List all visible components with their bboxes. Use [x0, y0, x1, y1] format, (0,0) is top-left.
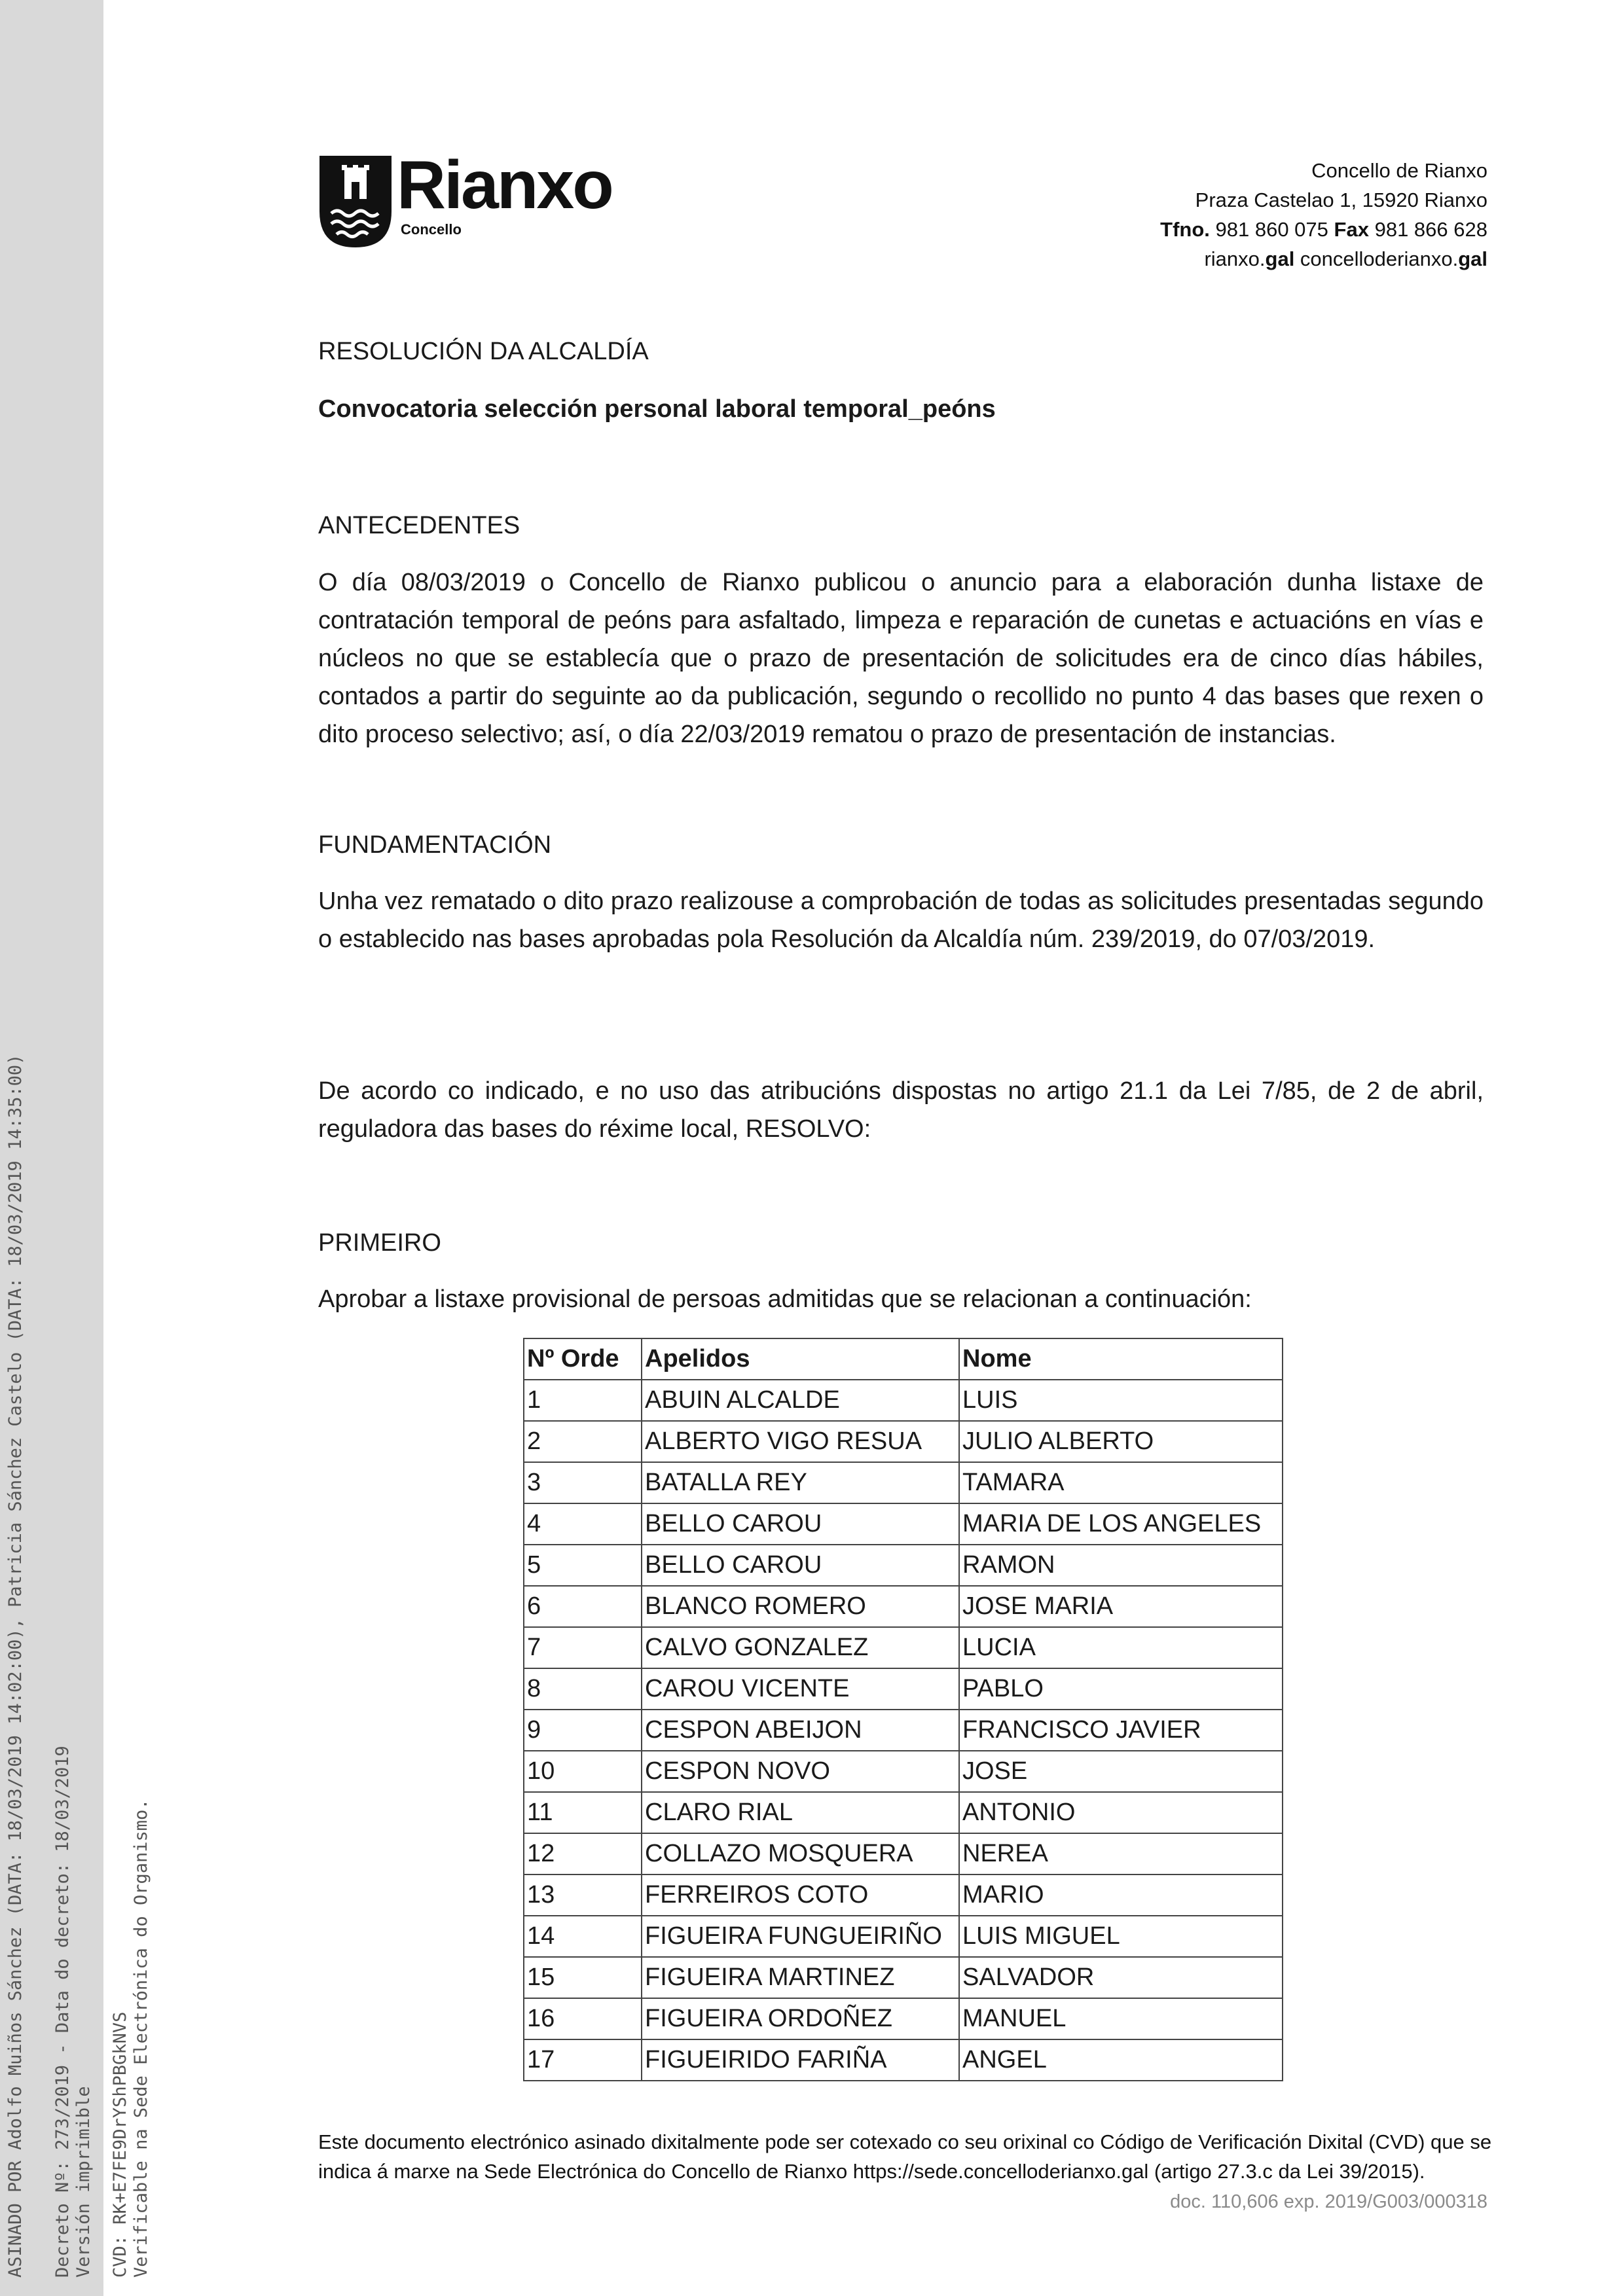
cell-order: 5: [524, 1545, 642, 1586]
cell-name: LUIS: [959, 1380, 1283, 1421]
cvd-line: CVD: RK+E7FE9DrYShPBGkNVS: [110, 2011, 130, 2278]
header-name: Nome: [959, 1338, 1283, 1380]
antecedentes-title: ANTECEDENTES: [318, 512, 520, 539]
document-reference: doc. 110,606 exp. 2019/G003/000318: [1170, 2191, 1487, 2212]
web-2-name: concelloderianxo.: [1294, 247, 1459, 270]
fax-label: Fax: [1334, 218, 1369, 241]
table-header-row: [524, 1338, 1283, 1380]
cell-order: 12: [524, 1833, 642, 1874]
cell-name: MARIO: [959, 1874, 1283, 1916]
phone-label: Tfno.: [1160, 218, 1210, 241]
web-1-tld: gal: [1265, 247, 1295, 270]
cell-order: 7: [524, 1627, 642, 1668]
cell-surnames: CAROU VICENTE: [642, 1668, 959, 1710]
cell-surnames: FIGUEIRA ORDOÑEZ: [642, 1998, 959, 2039]
address-line-1: Concello de Rianxo: [1311, 159, 1487, 182]
cell-surnames: ABUIN ALCALDE: [642, 1380, 959, 1421]
cell-name: TAMARA: [959, 1462, 1283, 1503]
table-row: [524, 1380, 1283, 1421]
cell-order: 10: [524, 1751, 642, 1792]
table-row: [524, 2039, 1283, 2081]
cell-order: 14: [524, 1916, 642, 1957]
primeiro-title: PRIMEIRO: [318, 1229, 441, 1257]
table-row: [524, 1751, 1283, 1792]
cell-surnames: ALBERTO VIGO RESUA: [642, 1421, 959, 1462]
address-phone-line: [1160, 215, 1487, 244]
table-row: [524, 1957, 1283, 1998]
table-row: [524, 1545, 1283, 1586]
phone-number: 981 860 075: [1215, 218, 1328, 241]
verifiable-line: Verificable na Sede Electrónica do Organismo.: [131, 1799, 151, 2278]
cell-surnames: BLANCO ROMERO: [642, 1586, 959, 1627]
table-row: [524, 1998, 1283, 2039]
address-web-line: [1160, 244, 1487, 274]
cell-name: JOSE: [959, 1751, 1283, 1792]
cell-surnames: CESPON NOVO: [642, 1751, 959, 1792]
table-row: [524, 1503, 1283, 1545]
acordo-text: De acordo co indicado, e no uso das atribucións dispostas no artigo 21.1 da Lei 7/85, de 2 de abril, reguladora das bases do réxime local, RESOLVO:: [318, 1077, 1484, 1143]
table-row: [524, 1421, 1283, 1462]
cell-name: NEREA: [959, 1833, 1283, 1874]
table-row: [524, 1627, 1283, 1668]
fax-number: 981 866 628: [1374, 218, 1487, 241]
cell-name: ANTONIO: [959, 1792, 1283, 1833]
cell-surnames: BATALLA REY: [642, 1462, 959, 1503]
cell-order: 4: [524, 1503, 642, 1545]
logo-wordmark: Rianxo: [397, 147, 612, 223]
signature-line: ASINADO POR Adolfo Muiños Sánchez (DATA: 18/03/2019 14:02:00), Patricia Sánchez Castelo (DATA: 18/03/2019 14:35:00): [5, 1054, 26, 2278]
cell-name: FRANCISCO JAVIER: [959, 1710, 1283, 1751]
cell-surnames: BELLO CAROU: [642, 1503, 959, 1545]
web-1-name: rianxo.: [1204, 247, 1266, 270]
table-row: [524, 1710, 1283, 1751]
cell-surnames: FIGUEIRA FUNGUEIRIÑO: [642, 1916, 959, 1957]
cell-surnames: FIGUEIRIDO FARIÑA: [642, 2039, 959, 2081]
signature-strip: [0, 0, 151, 2296]
cell-name: ANGEL: [959, 2039, 1283, 2081]
header-order: Nº Orde: [524, 1338, 642, 1380]
cell-order: 17: [524, 2039, 642, 2081]
verification-note: Este documento electrónico asinado dixitalmente pode ser cotexado co seu orixinal co Código de Verificación Dixital (CVD) que se indica á marxe na Sede Electrónica do Concello de Rianxo https://sede.concelloderianxo.gal (artigo 27.3.c da Lei 39/2015).: [318, 2130, 1492, 2183]
address-line-2: Praza Castelao 1, 15920 Rianxo: [1195, 188, 1487, 211]
cell-order: 3: [524, 1462, 642, 1503]
table-row: [524, 1916, 1283, 1957]
cell-surnames: FERREIROS COTO: [642, 1874, 959, 1916]
cell-order: 1: [524, 1380, 642, 1421]
cell-order: 16: [524, 1998, 642, 2039]
decree-line: Decreto Nº: 273/2019 - Data do decreto: 18/03/2019: [52, 1746, 73, 2278]
table-row: [524, 1586, 1283, 1627]
cell-order: 8: [524, 1668, 642, 1710]
cell-name: MARIA DE LOS ANGELES: [959, 1503, 1283, 1545]
cell-surnames: CLARO RIAL: [642, 1792, 959, 1833]
web-2-tld: gal: [1458, 247, 1487, 270]
cell-name: PABLO: [959, 1668, 1283, 1710]
version-line: Versión imprimible: [73, 2086, 94, 2278]
rianxo-logo: [319, 147, 627, 249]
logo-subtitle: Concello: [401, 221, 462, 238]
table-row: [524, 1874, 1283, 1916]
cell-surnames: CALVO GONZALEZ: [642, 1627, 959, 1668]
cell-name: LUIS MIGUEL: [959, 1916, 1283, 1957]
fundamentacion-title: FUNDAMENTACIÓN: [318, 831, 552, 859]
cell-surnames: CESPON ABEIJON: [642, 1710, 959, 1751]
shield-icon: [319, 156, 392, 247]
primeiro-text: Aprobar a listaxe provisional de persoas admitidas que se relacionan a continuación:: [318, 1285, 1252, 1313]
cell-order: 9: [524, 1710, 642, 1751]
cell-order: 2: [524, 1421, 642, 1462]
cell-order: 6: [524, 1586, 642, 1627]
header-surnames: Apelidos: [642, 1338, 959, 1380]
admitted-persons-table: [523, 1338, 1283, 2081]
table-row: [524, 1668, 1283, 1710]
document-subject: Convocatoria selección personal laboral temporal_peóns: [318, 395, 996, 423]
cell-name: LUCIA: [959, 1627, 1283, 1668]
document-heading: RESOLUCIÓN DA ALCALDÍA: [318, 338, 649, 365]
cell-surnames: COLLAZO MOSQUERA: [642, 1833, 959, 1874]
cell-name: SALVADOR: [959, 1957, 1283, 1998]
cell-name: JULIO ALBERTO: [959, 1421, 1283, 1462]
cell-name: JOSE MARIA: [959, 1586, 1283, 1627]
cell-surnames: FIGUEIRA MARTINEZ: [642, 1957, 959, 1998]
antecedentes-text: O día 08/03/2019 o Concello de Rianxo publicou o anuncio para a elaboración dunha listaxe de contratación temporal de peóns para asfaltado, limpeza e reparación de cunetas e actuacións en vías e núcleos no que se establecía que o prazo de presentación de solicitudes era de cinco días hábiles, contados a partir do seguinte ao da publicación, segundo o recollido no punto 4 das bases que rexen o dito proceso selectivo; así, o día 22/03/2019 rematou o prazo de presentación de instancias.: [318, 569, 1484, 748]
address-block: [1160, 156, 1487, 274]
cell-order: 13: [524, 1874, 642, 1916]
cell-name: RAMON: [959, 1545, 1283, 1586]
cell-order: 15: [524, 1957, 642, 1998]
table-row: [524, 1833, 1283, 1874]
cell-name: MANUEL: [959, 1998, 1283, 2039]
table-row: [524, 1792, 1283, 1833]
fundamentacion-text: Unha vez rematado o dito prazo realizouse a comprobación de todas as solicitudes presentadas segundo o establecido nas bases aprobadas pola Resolución da Alcaldía núm. 239/2019, do 07/03/2019.: [318, 888, 1484, 953]
cell-surnames: BELLO CAROU: [642, 1545, 959, 1586]
cell-order: 11: [524, 1792, 642, 1833]
table-row: [524, 1462, 1283, 1503]
